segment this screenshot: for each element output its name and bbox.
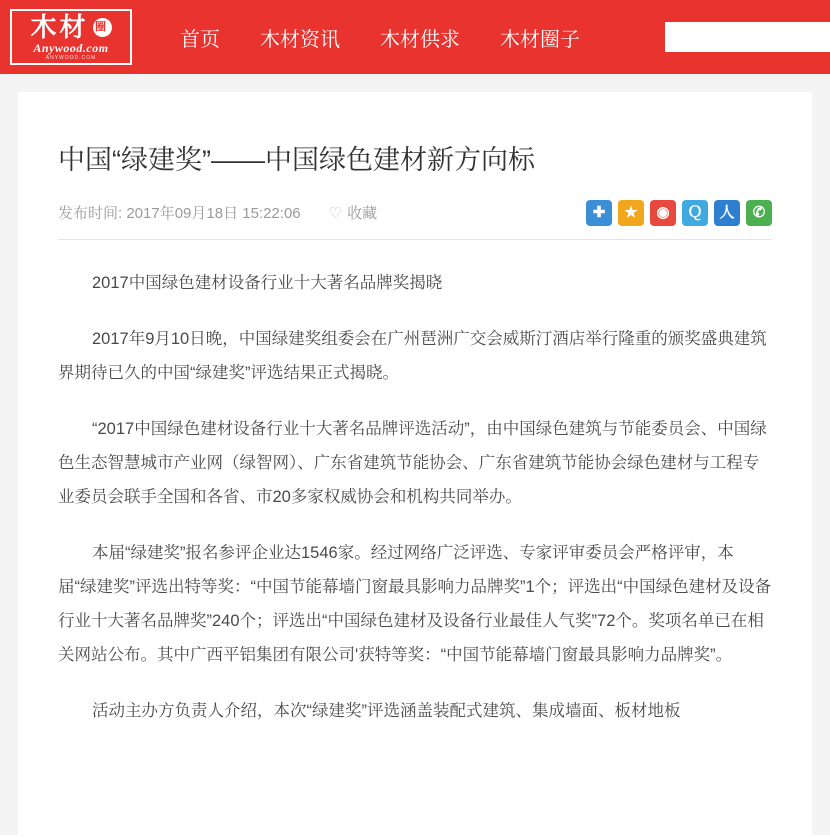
article-paragraph: 本届“绿建奖”报名参评企业达1546家。经过网络广泛评选、专家评审委员会严格评审，本届“绿建奖”评选出特等奖：“中国节能幕墙门窗最具影响力品牌奖”1个；评选出“中国绿色建材及设备行业十大著名品牌奖”240个；评选出“中国绿色建材及设备行业最佳人气奖”72个。奖项名单已在相关网站公布。其中广西平铝集团有限公司'获特等奖：“中国节能幕墙门窗最具影响力品牌奖”。	[58, 544, 772, 664]
share-renren-icon[interactable]: 人	[714, 200, 740, 226]
logo-subtext: ANYWOOD.COM	[45, 55, 97, 61]
article-paragraph: 2017年9月10日晚，中国绿建奖组委会在广州琶洲广交会威斯汀酒店举行隆重的颁奖盛典建筑界期待已久的中国“绿建奖”评选结果正式揭晓。	[58, 330, 767, 382]
logo-chinese-text	[30, 13, 111, 41]
share-more-icon[interactable]: ✚	[586, 200, 612, 226]
share-favorite-icon[interactable]: ★	[618, 200, 644, 226]
publish-time: 发布时间: 2017年09月18日 15:22:06	[58, 205, 301, 222]
site-header	[0, 0, 830, 74]
article-paragraph: “2017中国绿色建材设备行业十大著名品牌评选活动”，由中国绿色建筑与节能委员会、中国绿色生态智慧城市产业网（绿智网）、广东省建筑节能协会、广东省建筑节能协会绿色建材与工程专业委员会联手全国和各省、市20多家权威协会和机构共同举办。	[58, 420, 767, 506]
main-nav	[180, 23, 620, 52]
search-input[interactable]	[665, 22, 830, 52]
nav-item-news[interactable]: 木材资讯	[260, 28, 340, 51]
favorite-label: 收藏	[347, 205, 378, 222]
share-sina-weibo-icon[interactable]: ◉	[650, 200, 676, 226]
share-bar	[586, 200, 772, 226]
article-paragraph: 活动主办方负责人介绍，本次“绿建奖”评选涵盖装配式建筑、集成墙面、板材地板	[92, 702, 681, 720]
logo-main-text: 木材	[30, 12, 89, 42]
heart-icon: ♡	[328, 204, 343, 222]
article-meta-row	[58, 202, 772, 240]
site-logo[interactable]	[10, 9, 132, 65]
favorite-button[interactable]	[329, 202, 377, 223]
nav-item-community[interactable]: 木材圈子	[500, 28, 580, 51]
page-title: 中国“绿建奖”——中国绿色建材新方向标	[58, 145, 535, 175]
logo-latin-text: Anywood.com	[33, 41, 109, 55]
article-card	[18, 92, 812, 837]
nav-item-supply-demand[interactable]: 木材供求	[380, 28, 460, 51]
page-background	[0, 74, 830, 835]
article-paragraph: 2017中国绿色建材设备行业十大著名品牌奖揭晓	[92, 274, 443, 292]
nav-item-home[interactable]: 首页	[180, 28, 220, 51]
share-wechat-icon[interactable]: ✆	[746, 200, 772, 226]
logo-seal-icon: 圈	[93, 18, 112, 37]
share-qzone-icon[interactable]: Ｑ	[682, 200, 708, 226]
